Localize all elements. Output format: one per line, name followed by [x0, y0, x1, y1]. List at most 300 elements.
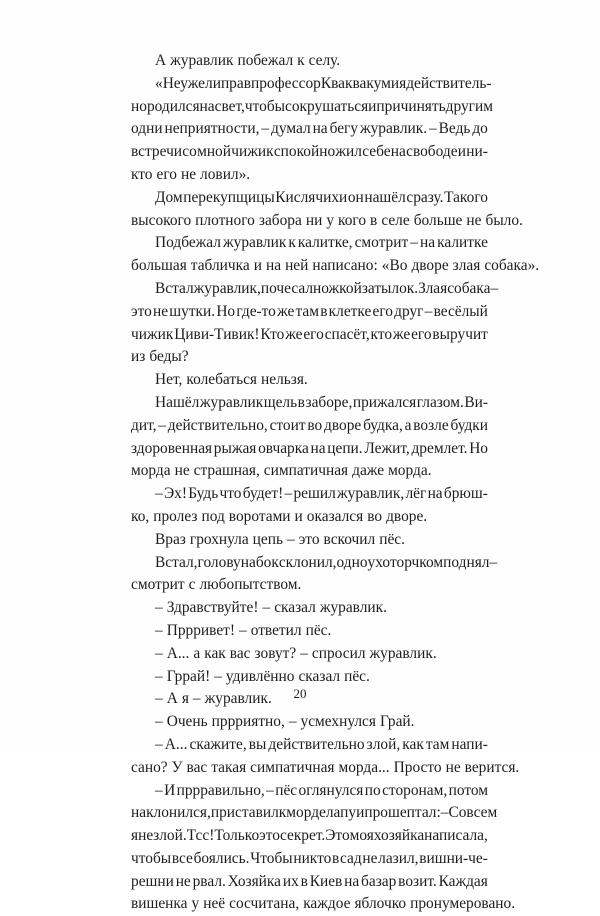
word: как: [204, 644, 226, 662]
text-line: [131, 73, 492, 96]
word: я: [131, 827, 139, 845]
word: –: [284, 485, 293, 503]
word: Будь: [188, 485, 219, 503]
word: –: [490, 279, 499, 297]
word: удивлённо: [225, 667, 295, 685]
word: журавлик: [199, 393, 264, 411]
word: выручит: [432, 325, 488, 343]
word: –: [239, 621, 247, 639]
word: и: [457, 143, 467, 161]
word: Встал,: [155, 553, 198, 571]
word: –: [300, 644, 308, 662]
word: Встал: [155, 279, 194, 297]
text-line: [131, 96, 493, 119]
word: во: [367, 507, 383, 525]
word: цепь: [252, 530, 283, 548]
word: дремлет.: [411, 439, 468, 457]
word: кого: [338, 211, 367, 229]
word: морда...: [338, 758, 390, 776]
word: вас: [229, 644, 251, 662]
word: профессор: [250, 74, 321, 92]
word: чижик: [231, 143, 274, 161]
word: Ведь: [438, 120, 471, 138]
word: он: [347, 188, 364, 206]
word: его: [372, 302, 393, 320]
word: стоит: [269, 416, 306, 434]
word: моя: [349, 827, 374, 845]
word: щель: [263, 393, 298, 411]
word: Очень: [166, 713, 208, 731]
word: что: [219, 485, 242, 503]
word: –: [155, 644, 163, 662]
word: не: [466, 211, 482, 229]
word: дит,: [131, 416, 157, 434]
word: решни: [131, 872, 174, 890]
word: встречи: [131, 143, 183, 161]
word: журавлик,: [193, 279, 261, 297]
word: побежал: [237, 52, 294, 69]
word: рыжая: [213, 439, 257, 457]
text-line: [131, 529, 488, 552]
word: Каждая: [438, 872, 488, 890]
word: «Во: [381, 257, 408, 275]
word: на: [310, 439, 326, 457]
text-line: [131, 346, 488, 369]
word: жил: [335, 143, 362, 161]
word: действительно,: [167, 416, 268, 434]
word: это: [298, 530, 320, 548]
word: базар: [361, 872, 397, 890]
word: Циви-Тивик!: [174, 325, 260, 343]
word: ко,: [131, 507, 150, 525]
word: –: [262, 599, 271, 617]
word: это: [131, 302, 152, 320]
word: шутки.: [169, 302, 216, 320]
word: Ви-: [464, 393, 488, 411]
word: его: [411, 325, 432, 343]
word: у: [326, 211, 335, 229]
word: симпатичная: [263, 462, 349, 480]
word: не: [362, 849, 378, 867]
word: усмехнулся: [300, 713, 376, 731]
word: никто: [293, 849, 332, 867]
word: селу.: [308, 52, 341, 69]
word: его: [303, 325, 324, 343]
word: Эх!: [163, 485, 187, 503]
text-line: [131, 597, 488, 620]
word: не: [445, 758, 461, 776]
word: даже: [352, 462, 385, 480]
word: сосчитана,: [229, 895, 300, 913]
word: не: [153, 302, 169, 320]
word: Но: [469, 439, 488, 457]
word: Злая: [418, 279, 448, 297]
word: –: [155, 690, 163, 708]
word: А...: [166, 644, 190, 662]
word: хозяйка: [373, 827, 425, 845]
word: журавлик.: [369, 644, 437, 662]
word: Но: [216, 302, 236, 320]
text-line: [131, 552, 498, 575]
word: приставил: [210, 804, 279, 822]
word: чтобы: [131, 849, 172, 867]
text-line: [131, 848, 488, 871]
word: большая: [131, 257, 187, 275]
word: спасёт,: [324, 325, 370, 343]
word: прав: [220, 74, 251, 92]
text-line: [131, 232, 488, 255]
word: пёс.: [305, 621, 332, 639]
word: А: [166, 690, 178, 708]
word: рвал.: [192, 872, 226, 890]
word: злая: [452, 257, 481, 275]
word: в: [297, 393, 305, 411]
word: возле: [413, 416, 449, 434]
word: пёс.: [379, 530, 405, 548]
word: –: [266, 781, 274, 799]
word: пёс.: [344, 667, 370, 685]
word: их: [282, 872, 299, 890]
word: же: [285, 325, 303, 343]
word: глазом.: [416, 393, 464, 411]
word: морда: [131, 462, 171, 480]
word: забора: [258, 211, 302, 229]
word: набок: [240, 553, 279, 571]
word: злой.: [153, 827, 187, 845]
word: Совсем: [448, 804, 498, 822]
word: верится.: [464, 758, 520, 776]
text-line: [131, 438, 488, 461]
text-line: [131, 415, 488, 438]
word: Лежит,: [364, 439, 410, 457]
word: как: [402, 735, 424, 753]
word: в: [300, 872, 308, 890]
word: напи-: [451, 735, 488, 753]
text-line: [131, 483, 488, 506]
word: смотрит: [131, 576, 185, 594]
word: из: [131, 348, 146, 366]
text-line: [131, 164, 488, 187]
word: я: [181, 690, 189, 708]
word: ответил: [250, 621, 302, 639]
word: на: [265, 257, 282, 275]
word: собака».: [484, 257, 540, 275]
word: пррриятно,: [211, 713, 285, 731]
word: секрет.: [279, 827, 326, 845]
word: колебаться: [186, 371, 257, 389]
word: цепи.: [327, 439, 363, 457]
word: клетке: [328, 302, 372, 320]
word: свет,: [214, 97, 245, 115]
word: Здравствуйте!: [166, 599, 259, 617]
word: друг: [394, 302, 424, 320]
word: смотрит: [354, 234, 409, 252]
word: Нашёл: [155, 393, 200, 411]
word: –: [410, 234, 418, 252]
word: затылок.: [361, 279, 419, 297]
text-line: [131, 711, 488, 734]
word: А...: [164, 735, 188, 753]
word: лапу: [325, 804, 357, 822]
text-line: [131, 187, 488, 210]
word: журавлик: [170, 52, 234, 69]
word: табличка: [190, 257, 250, 275]
text-line: [131, 643, 488, 666]
word: к: [288, 234, 296, 252]
word: к: [278, 804, 287, 822]
word: здоровенная: [131, 439, 213, 457]
word: не: [174, 462, 190, 480]
word: по: [364, 781, 381, 799]
word: свободе: [406, 143, 458, 161]
word: дворе: [411, 257, 449, 275]
word: перекупщицы: [183, 188, 275, 206]
word: оказался: [306, 507, 364, 525]
text-line: [131, 460, 488, 483]
word: у: [191, 895, 200, 913]
word: Кислячихи: [275, 188, 348, 206]
word: и: [294, 507, 303, 525]
text-line: [131, 141, 488, 164]
word: наклонился,: [131, 804, 211, 822]
text-line: [131, 50, 488, 73]
word: потом: [448, 781, 488, 799]
word: –: [155, 621, 163, 639]
word: селе: [381, 211, 410, 229]
word: на: [390, 143, 406, 161]
page-number: 20: [293, 686, 307, 701]
word: ухо: [367, 553, 391, 571]
text-line: [131, 802, 498, 825]
word: кто: [370, 325, 393, 343]
text-line: [131, 666, 488, 689]
word: торчком: [390, 553, 444, 571]
word: –: [287, 530, 295, 548]
word: собака: [447, 279, 491, 297]
word: это: [259, 827, 280, 845]
word: брюш-: [443, 485, 488, 503]
word: лазил,: [378, 849, 419, 867]
word: журавлик,: [337, 485, 405, 503]
word: сразу.: [406, 188, 444, 206]
word: вишенка: [131, 895, 188, 913]
word: себе: [362, 143, 391, 161]
word: пролез: [153, 507, 198, 525]
word: на: [344, 872, 360, 890]
word: –: [158, 416, 166, 434]
text-line: [131, 369, 488, 392]
word: Тсс!: [186, 827, 215, 845]
word: я: [399, 74, 407, 92]
text-line: [131, 392, 488, 415]
word: высокого: [131, 211, 192, 229]
word: и: [368, 97, 377, 115]
word: сокрушаться: [285, 97, 369, 115]
text-line: [131, 574, 488, 597]
word: другим: [445, 97, 493, 115]
word: к: [297, 52, 305, 69]
word: кто: [131, 165, 153, 183]
word: –: [192, 690, 201, 708]
word: такая: [211, 758, 247, 776]
word: действительно: [268, 735, 365, 753]
word: на: [427, 485, 443, 503]
word: Просто: [393, 758, 442, 776]
word: было.: [485, 211, 523, 229]
word: на: [420, 234, 436, 252]
word: написала,: [424, 827, 488, 845]
word: заборе,: [305, 393, 353, 411]
word: журавлик.: [204, 690, 272, 708]
word: плотного: [195, 211, 255, 229]
word: Кто: [260, 325, 285, 343]
word: не: [180, 165, 197, 183]
word: скажите,: [189, 735, 247, 753]
text-line: [131, 301, 488, 324]
word: дворе.: [386, 507, 428, 525]
word: журавлик: [222, 234, 287, 252]
word: возит.: [398, 872, 437, 890]
text-line: [131, 734, 488, 757]
word: на: [199, 97, 215, 115]
word: с: [188, 576, 196, 594]
word: же: [277, 302, 295, 320]
word: овчарка: [258, 439, 309, 457]
word: а: [404, 416, 412, 434]
text-line: [131, 825, 488, 848]
word: пррравильно,: [176, 781, 265, 799]
word: бегу: [329, 120, 359, 138]
word: Только: [214, 827, 260, 845]
word: –: [288, 713, 297, 731]
word: зовут?: [254, 644, 297, 662]
text-line: [131, 757, 520, 780]
word: Враз: [155, 530, 186, 548]
word: У: [171, 758, 183, 776]
text-line: [131, 210, 523, 233]
text-line: [131, 506, 488, 529]
word: а: [193, 644, 201, 662]
word: –: [261, 120, 270, 138]
word: Хозяйка: [227, 872, 281, 890]
text-line: [131, 255, 540, 278]
word: под: [201, 507, 225, 525]
word: чтобы: [244, 97, 286, 115]
word: до: [472, 120, 488, 138]
word: нельзя.: [261, 371, 308, 389]
word: страшная,: [193, 462, 260, 480]
word: «Неужели: [155, 74, 221, 92]
word: Чтобы: [250, 849, 293, 867]
word: вскочил: [323, 530, 376, 548]
word: сано?: [131, 758, 168, 776]
word: –: [155, 735, 163, 753]
word: калитке,: [297, 234, 353, 252]
word: калитке: [437, 234, 488, 252]
word: в: [332, 849, 340, 867]
word: –: [424, 302, 433, 320]
text-line: [131, 118, 488, 141]
word: будка,: [363, 416, 403, 434]
word: –: [440, 804, 449, 822]
word: ни: [305, 211, 323, 229]
word: прошептал:: [364, 804, 441, 822]
word: пронумеровано.: [410, 895, 516, 913]
word: боялись.: [193, 849, 250, 867]
word: будет!: [242, 485, 284, 503]
word: ловил».: [200, 165, 251, 183]
word: мной: [197, 143, 231, 161]
word: действитель-: [406, 74, 492, 92]
word: пёс: [275, 781, 298, 799]
word: Гррай!: [166, 667, 211, 685]
word: одно: [336, 553, 368, 571]
word: сад: [339, 849, 362, 867]
word: но: [131, 97, 147, 115]
word: причинять: [376, 97, 446, 115]
word: нашёл: [364, 188, 406, 206]
page-text: [131, 50, 540, 916]
word: Киев: [309, 872, 343, 890]
word: дворе: [324, 416, 362, 434]
word: со: [182, 143, 197, 161]
word: вас: [186, 758, 208, 776]
word: ней: [285, 257, 309, 275]
word: где-то: [236, 302, 276, 320]
word: Дом: [155, 188, 183, 206]
word: –: [155, 667, 163, 685]
word: поднял: [443, 553, 490, 571]
word: Кваквакум: [320, 74, 391, 92]
word: больше: [413, 211, 463, 229]
word: спросил: [311, 644, 366, 662]
word: там: [295, 302, 319, 320]
word: беды?: [149, 348, 189, 366]
word: на: [312, 120, 328, 138]
word: –: [155, 713, 163, 731]
word: –: [155, 485, 163, 503]
word: ножкой: [313, 279, 362, 297]
word: голову: [197, 553, 241, 571]
word: прижался: [352, 393, 417, 411]
word: морде: [286, 804, 326, 822]
word: ни-: [466, 143, 488, 161]
word: его: [156, 165, 177, 183]
word: в: [320, 302, 328, 320]
word: журавлик.: [319, 599, 387, 617]
word: во: [307, 416, 323, 434]
text-line: [131, 278, 499, 301]
word: –: [155, 781, 163, 799]
word: Грай.: [379, 713, 415, 731]
word: вишни-че-: [419, 849, 488, 867]
word: –: [489, 553, 498, 571]
word: родился: [146, 97, 200, 115]
word: в: [370, 211, 378, 229]
word: думал: [271, 120, 311, 138]
word: почесал: [260, 279, 313, 297]
word: написано:: [312, 257, 378, 275]
word: и: [253, 257, 262, 275]
word: будки: [450, 416, 488, 434]
word: неприятности,: [164, 120, 260, 138]
word: склонил,: [278, 553, 337, 571]
word: не: [138, 827, 154, 845]
word: не: [175, 872, 191, 890]
word: сторонам,: [382, 781, 448, 799]
word: злой,: [366, 735, 401, 753]
word: там: [425, 735, 450, 753]
